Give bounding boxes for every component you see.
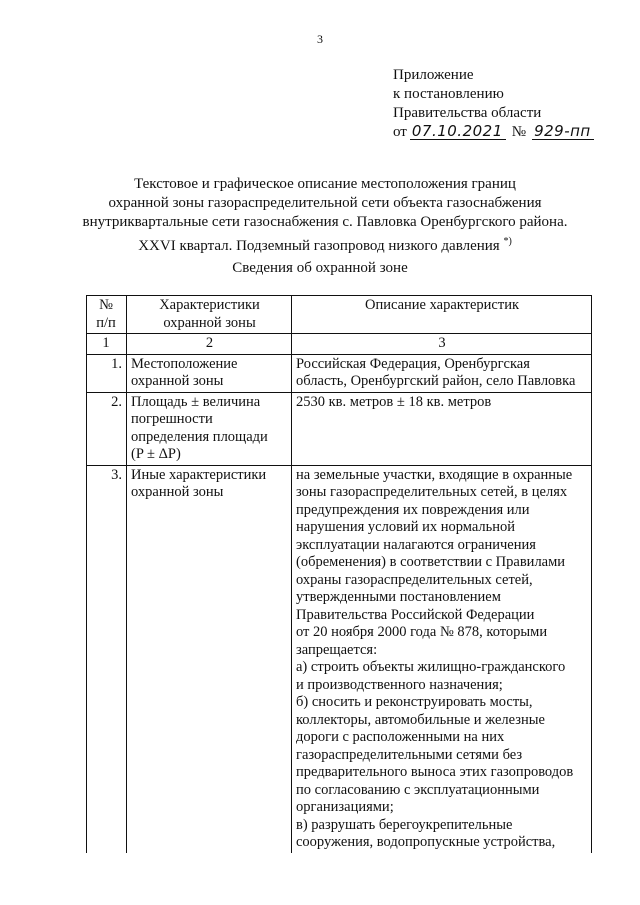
cell-line: погрешности xyxy=(131,411,213,427)
column-number: 2 xyxy=(127,334,292,355)
row-number: 2. xyxy=(87,392,127,465)
title-line-1: Текстовое и графическое описание местоположения границ xyxy=(134,176,516,192)
cell-line: (обременения) в соответствии с Правилами xyxy=(296,554,566,570)
appendix-line-1: Приложение xyxy=(393,67,474,83)
row-characteristic xyxy=(127,354,292,392)
cell-line: 2530 кв. метров ± 18 кв. метров xyxy=(296,393,492,410)
document-title xyxy=(40,175,610,256)
cell-line: эксплуатации налагаются ограничения xyxy=(296,536,536,553)
row-number: 1. xyxy=(87,354,127,392)
cell-line: дороги с расположенными на них xyxy=(296,729,505,745)
cell-line: Российская Федерация, Оренбургская xyxy=(296,355,530,372)
cell-line: охранной зоны xyxy=(131,484,224,500)
header-col-characteristics xyxy=(127,296,292,334)
header-col-number xyxy=(87,296,127,334)
cell-line: коллекторы, автомобильные и железные xyxy=(296,711,545,728)
cell-line: зоны газораспределительных сетей, в целях xyxy=(296,484,568,500)
cell-line: Местоположение xyxy=(131,355,238,372)
header-text: № xyxy=(99,297,113,313)
appendix-date-line xyxy=(393,123,594,142)
cell-line: утвержденными постановлением xyxy=(296,589,501,605)
cell-line: Площадь ± величина xyxy=(131,393,261,410)
cell-line: предварительного выноса этих газопроводов xyxy=(296,764,574,780)
footnote-mark: *) xyxy=(503,236,512,247)
row-characteristic xyxy=(127,392,292,465)
cell-line: от 20 ноября 2000 года № 878, которыми xyxy=(296,624,548,640)
table-row xyxy=(87,392,592,465)
cell-line: по согласованию с эксплуатационными xyxy=(296,781,540,798)
cell-line: охраны газораспределительных сетей, xyxy=(296,571,533,588)
row-characteristic xyxy=(127,465,292,853)
cell-line: сооружения, водопропускные устройства, xyxy=(296,834,556,850)
cell-line: в) разрушать берегоукрепительные xyxy=(296,816,513,833)
header-text: п/п xyxy=(96,314,116,331)
cell-line: и производственного назначения; xyxy=(296,676,503,693)
cell-line: запрещается: xyxy=(296,641,378,658)
cell-line: область, Оренбургский район, село Павловка xyxy=(296,373,576,389)
title-line-4-text: XXVI квартал. Подземный газопровод низкого давления xyxy=(138,238,500,254)
column-number-row xyxy=(87,334,592,355)
handwritten-number: 929-пп xyxy=(532,124,594,140)
cell-line: определения площади xyxy=(131,428,268,445)
zone-table xyxy=(86,295,592,853)
column-number: 3 xyxy=(292,334,592,355)
table-header-row xyxy=(87,296,592,334)
header-col-description xyxy=(292,296,592,334)
cell-line: а) строить объекты жилищно-гражданского xyxy=(296,659,566,675)
page-number: 3 xyxy=(317,32,323,46)
title-line-2: охранной зоны газораспределительной сети объекта газоснабжения xyxy=(108,195,542,211)
row-description xyxy=(292,465,592,853)
cell-line: организациями; xyxy=(296,799,394,815)
cell-line: охранной зоны xyxy=(131,373,224,389)
title-line-3: внутриквартальные сети газоснабжения с. Павловка Оренбургского района. xyxy=(82,214,568,230)
cell-line: (P ± ΔP) xyxy=(131,446,181,462)
table-row xyxy=(87,465,592,853)
number-sign: № xyxy=(511,124,527,140)
table-row xyxy=(87,354,592,392)
handwritten-date: 07.10.2021 xyxy=(410,124,506,140)
header-text: охранной зоны xyxy=(163,314,256,331)
row-description xyxy=(292,354,592,392)
cell-line: Правительства Российской Федерации xyxy=(296,606,535,623)
cell-line: нарушения условий их нормальной xyxy=(296,519,516,535)
row-description xyxy=(292,392,592,465)
cell-line: Иные характеристики xyxy=(131,466,267,483)
cell-line: на земельные участки, входящие в охранные xyxy=(296,466,573,483)
title-line-4 xyxy=(40,232,610,256)
cell-line: газораспределительными сетями без xyxy=(296,746,523,763)
cell-line: б) сносить и реконструировать мосты, xyxy=(296,694,533,710)
section-title: Сведения об охранной зоне xyxy=(232,260,408,276)
header-text: Характеристики xyxy=(159,297,260,313)
appendix-line-3: Правительства области xyxy=(393,105,542,121)
cell-line: предупреждения их повреждения или xyxy=(296,501,530,518)
row-number: 3. xyxy=(87,465,127,853)
appendix-line-2: к постановлению xyxy=(393,86,504,102)
header-text: Описание характеристик xyxy=(364,297,519,313)
date-prefix: от xyxy=(393,124,407,140)
appendix-block xyxy=(393,66,594,142)
column-number: 1 xyxy=(87,334,127,355)
